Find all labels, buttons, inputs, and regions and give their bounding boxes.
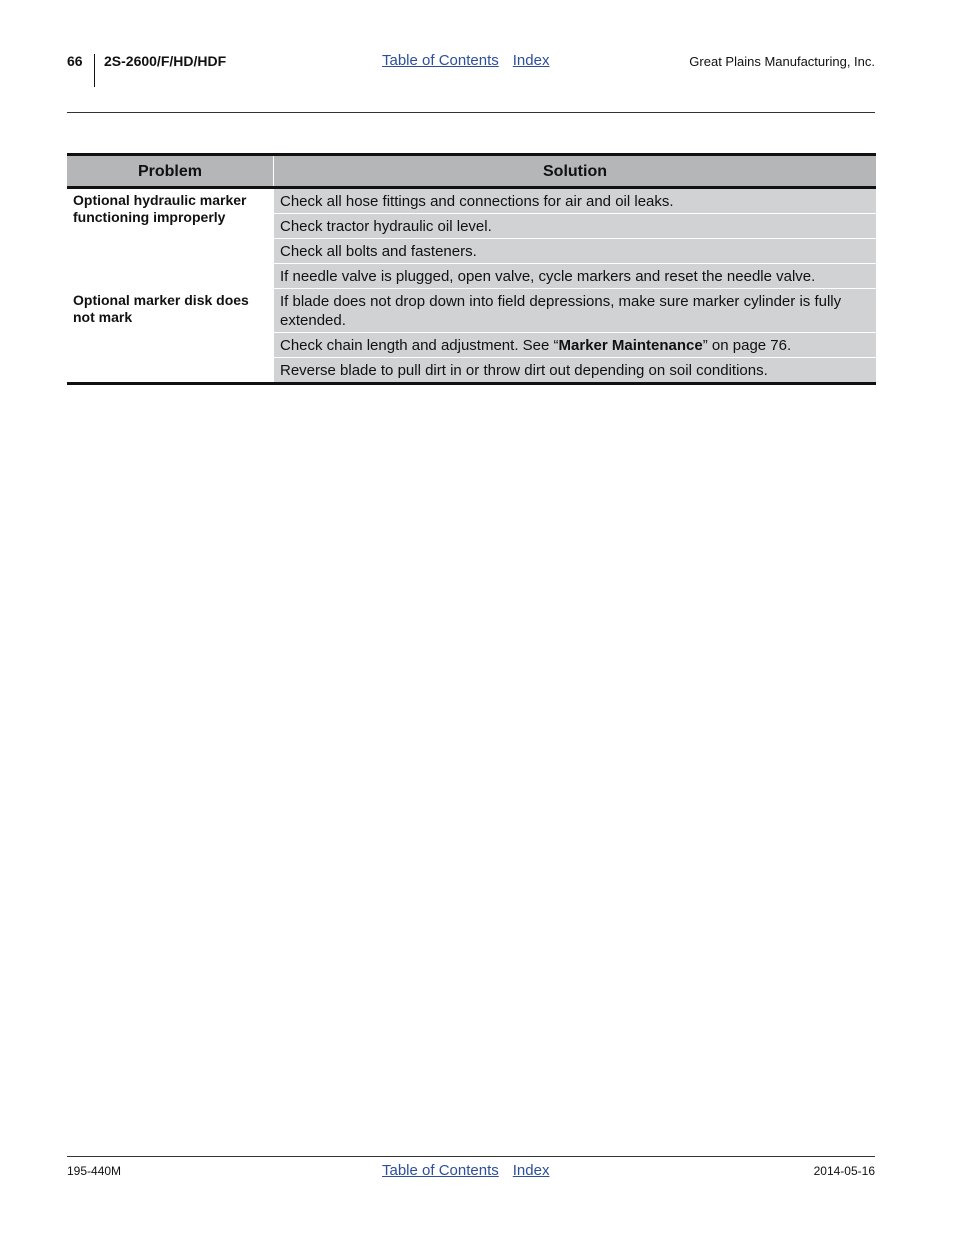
problem-cell: Optional hydraulic marker functioning improperly (67, 188, 274, 289)
solution-cell: Check all bolts and fasteners. (274, 239, 877, 264)
problem-cell: Optional marker disk does not mark (67, 289, 274, 384)
solution-text: Check chain length and adjustment. See “ (280, 337, 559, 354)
marker-maintenance-reference: Marker Maintenance (558, 337, 703, 354)
company-name: Great Plains Manufacturing, Inc. (689, 54, 875, 69)
solution-cell: Check all hose fittings and connections for air and oil leaks. (274, 188, 877, 214)
footer-rule (67, 1156, 875, 1157)
table-row (67, 289, 876, 333)
model-title: 2S-2600/F/HD/HDF (104, 53, 227, 69)
header-rule (67, 112, 875, 113)
solution-column-header: Solution (274, 155, 877, 188)
solution-cell (274, 333, 877, 358)
toc-link[interactable]: Table of Contents (382, 52, 499, 69)
document-number: 195-440M (67, 1164, 122, 1178)
troubleshooting-table (67, 153, 876, 385)
index-link[interactable]: Index (512, 1162, 550, 1179)
table-header-row (67, 155, 876, 188)
index-link[interactable]: Index (512, 52, 550, 69)
header-divider (94, 54, 95, 87)
solution-cell: Check tractor hydraulic oil level. (274, 214, 877, 239)
header-nav (382, 52, 549, 69)
toc-link[interactable]: Table of Contents (382, 1162, 499, 1179)
solution-text: ” on page 76. (702, 337, 792, 354)
solution-cell: If needle valve is plugged, open valve, cycle markers and reset the needle valve. (274, 264, 877, 289)
problem-column-header: Problem (67, 155, 274, 188)
solution-cell: Reverse blade to pull dirt in or throw dirt out depending on soil conditions. (274, 358, 877, 384)
page-number: 66 (67, 53, 83, 69)
document-date: 2014-05-16 (813, 1164, 875, 1178)
footer-nav (382, 1162, 549, 1179)
solution-cell: If blade does not drop down into field depressions, make sure marker cylinder is fully extended. (274, 289, 877, 333)
table-row (67, 188, 876, 214)
